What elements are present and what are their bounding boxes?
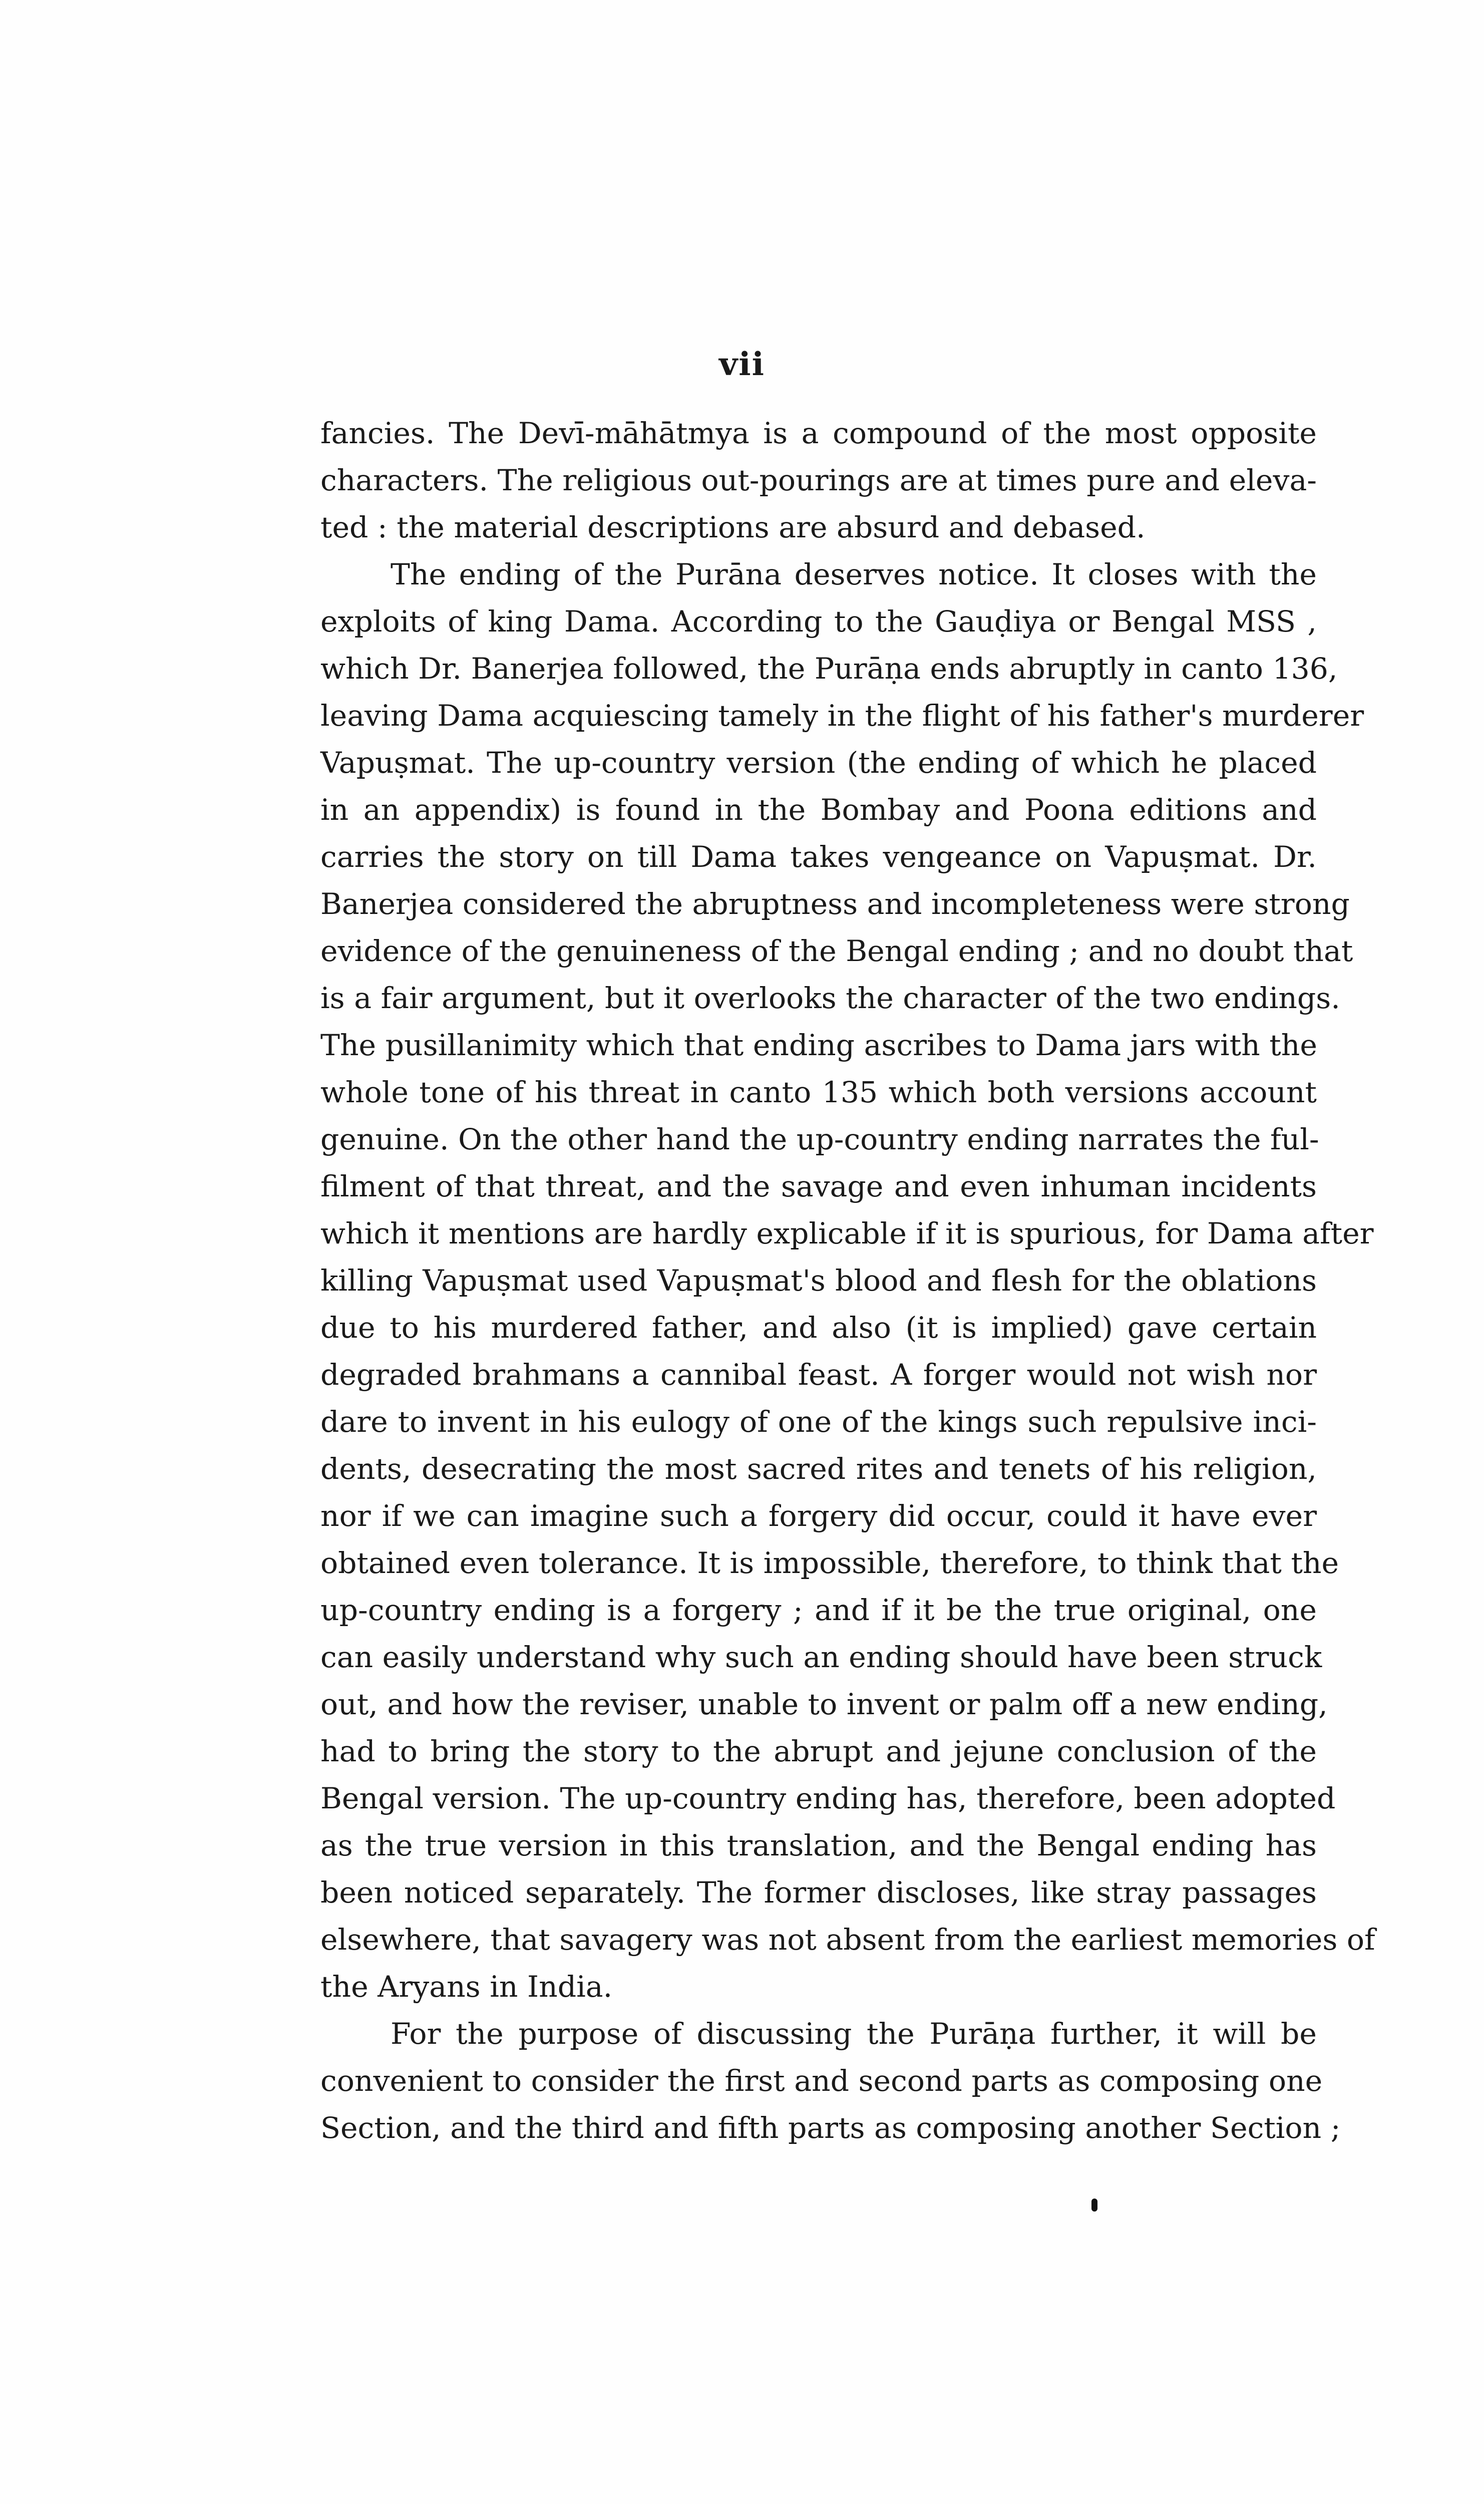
text-line: obtained even tolerance. It is impossible, therefore, to think that the	[320, 1546, 1339, 1580]
text-line: elsewhere, that savagery was not absent from the earliest memories of	[320, 1923, 1375, 1957]
text-line: had to bring the story to the abrupt and jejune conclusion of the	[320, 1734, 1317, 1768]
text-line: which Dr. Banerjea followed, the Purāṇa ends abruptly in canto 136,	[320, 652, 1338, 686]
ink-speck	[1091, 2199, 1097, 2212]
text-line: the Aryans in India.	[320, 1970, 613, 2004]
text-line: convenient to consider the first and second parts as composing one	[320, 2064, 1323, 2098]
text-line: killing Vapuṣmat used Vapuṣmat's blood and flesh for the oblations	[320, 1264, 1317, 1298]
text-line: dents, desecrating the most sacred rites and tenets of his religion,	[320, 1452, 1317, 1486]
text-line: dare to invent in his eulogy of one of the kings such repulsive inci-	[320, 1405, 1317, 1439]
text-line: is a fair argument, but it overlooks the character of the two endings.	[320, 981, 1340, 1015]
text-line: evidence of the genuineness of the Bengal ending ; and no doubt that	[320, 934, 1353, 968]
text-line: leaving Dama acquiescing tamely in the flight of his father's murderer	[320, 699, 1364, 733]
text-line: characters. The religious out-pourings are at times pure and eleva-	[320, 463, 1317, 497]
paragraph-2	[320, 551, 1375, 2010]
text-line: due to his murdered father, and also (it is implied) gave certain	[320, 1311, 1317, 1345]
text-line: fancies. The Devī-māhātmya is a compound of the most opposite	[320, 416, 1317, 450]
text-line: The pusillanimity which that ending ascribes to Dama jars with the	[320, 1028, 1317, 1062]
text-line: whole tone of his threat in canto 135 which both versions account	[320, 1075, 1317, 1109]
body-text	[320, 410, 1375, 2151]
text-line: Section, and the third and fifth parts as composing another Section ;	[320, 2111, 1341, 2145]
text-line: carries the story on till Dama takes vengeance on Vapuṣmat. Dr.	[320, 840, 1317, 874]
text-line: genuine. On the other hand the up-country ending narrates the ful-	[320, 1122, 1319, 1156]
text-line: in an appendix) is found in the Bombay and Poona editions and	[320, 793, 1317, 827]
text-line: up-country ending is a forgery ; and if it be the true original, one	[320, 1593, 1317, 1627]
text-line: filment of that threat, and the savage and even inhuman incidents	[320, 1169, 1317, 1203]
text-line: Vapuṣmat. The up-country version (the ending of which he placed	[320, 746, 1317, 780]
print-speck	[1091, 2199, 1111, 2229]
text-line: The ending of the Purāna deserves notice. It closes with the	[391, 557, 1317, 591]
paragraph-1	[320, 410, 1317, 551]
text-line: Bengal version. The up-country ending has, therefore, been adopted	[320, 1781, 1336, 1815]
text-line: degraded brahmans a cannibal feast. A forger would not wish nor	[320, 1358, 1317, 1392]
text-line: as the true version in this translation, and the Bengal ending has	[320, 1828, 1317, 1862]
text-line: been noticed separately. The former discloses, like stray passages	[320, 1875, 1317, 1910]
page-number: vii	[719, 346, 765, 383]
text-line: ted : the material descriptions are absurd and debased.	[320, 510, 1146, 544]
text-line: For the purpose of discussing the Purāṇa further, it will be	[391, 2017, 1317, 2051]
text-line: can easily understand why such an ending should have been struck	[320, 1640, 1322, 1674]
text-line: exploits of king Dama. According to the Gauḍiya or Bengal MSS ,	[320, 604, 1317, 639]
text-line: nor if we can imagine such a forgery did occur, could it have ever	[320, 1499, 1317, 1533]
paragraph-3	[320, 2010, 1341, 2151]
text-line: which it mentions are hardly explicable if it is spurious, for Dama after	[320, 1216, 1374, 1250]
text-line: Banerjea considered the abruptness and incompleteness were strong	[320, 887, 1350, 921]
text-line: out, and how the reviser, unable to invent or palm off a new ending,	[320, 1687, 1328, 1721]
